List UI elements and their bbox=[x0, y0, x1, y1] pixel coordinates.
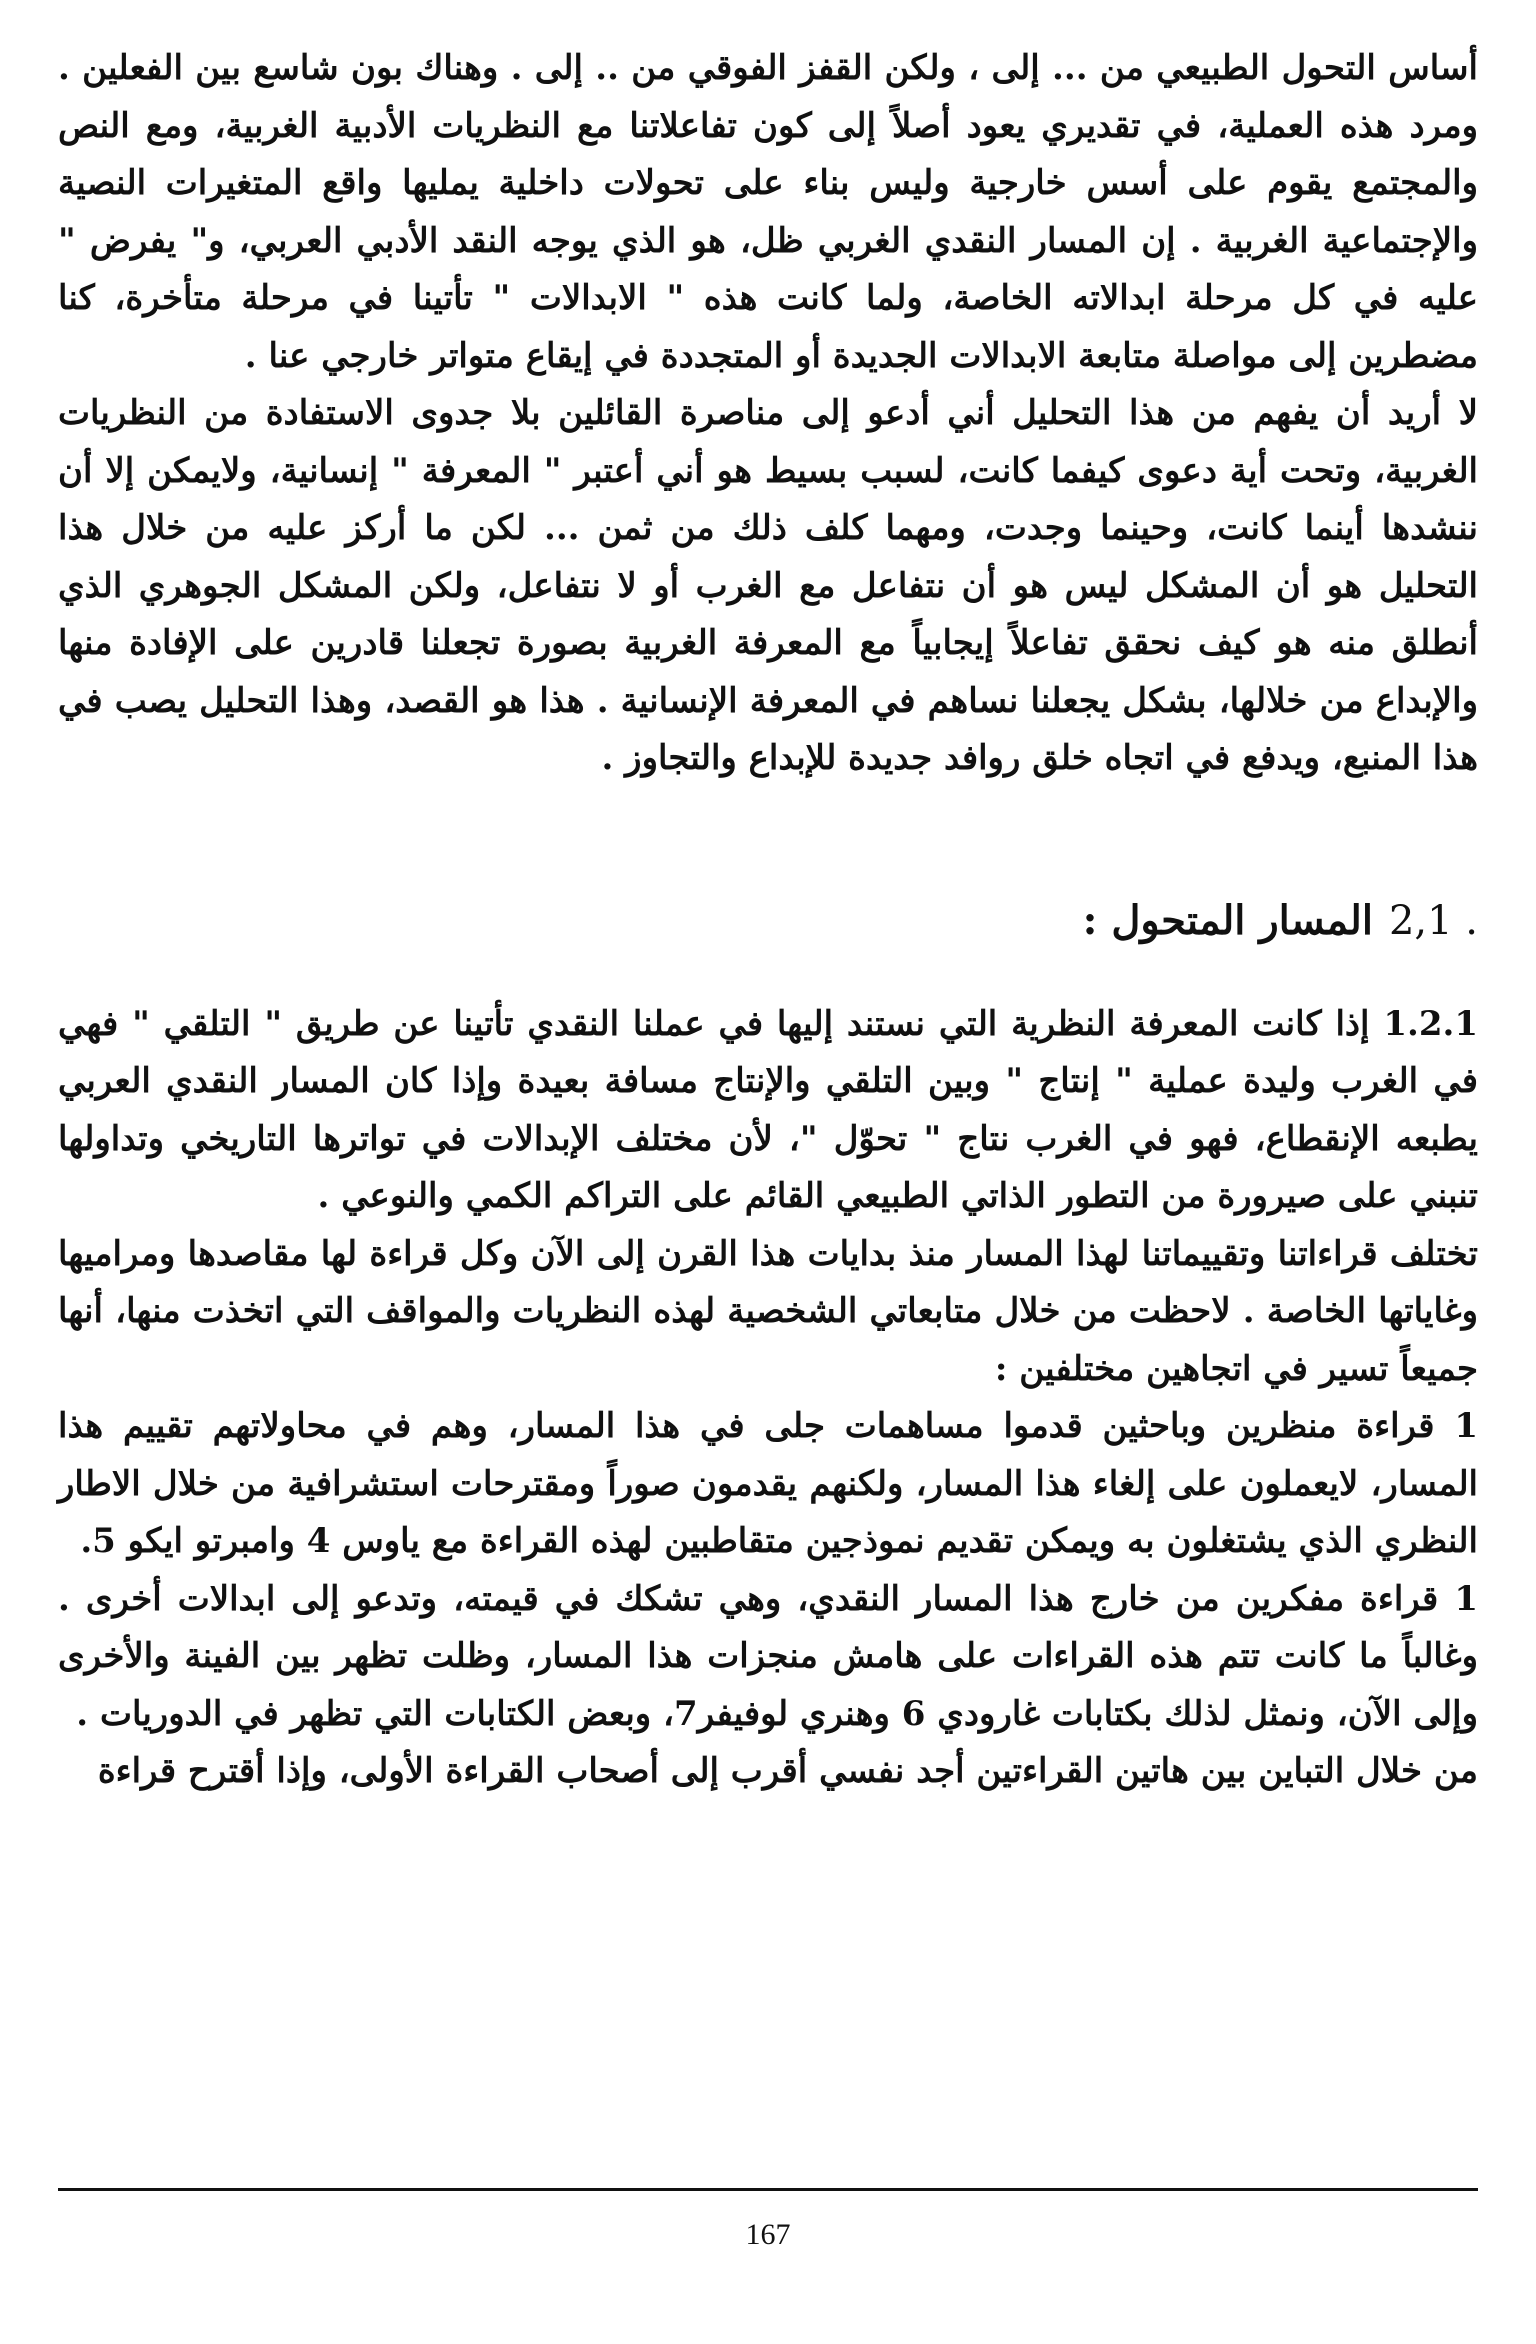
document-page bbox=[58, 40, 1478, 2310]
paragraph-3: 1.2.1 إذا كانت المعرفة النظرية التي نستند إليها في عملنا النقدي تأتينا عن طريق " التلقي " فهي في الغرب وليدة عملية " إنتاج " وبين التلقي والإنتاج مسافة بعيدة وإذا كان المسار النقدي العربي يطبعه الإنقطاع، فهو في الغرب نتاج " تحوّل "، لأن مختلف الإبدالات في تواترها التاريخي وتداولها تنبني على صيرورة من التطور الذاتي الطبيعي القائم على التراكم الكمي والنوعي . bbox=[58, 1003, 1478, 1216]
page-number: 167 bbox=[745, 2218, 791, 2251]
section-heading bbox=[58, 846, 1478, 996]
section-number: 2,1 . bbox=[1388, 897, 1478, 944]
paragraph-1: أساس التحول الطبيعي من ... إلى ، ولكن القفز الفوقي من .. إلى . وهناك بون شاسع بين الفعلين . ومرد هذه العملية، في تقديري يعود أصلاً إلى كون تفاعلاتنا مع النظريات الأدبية الغربية، ومع النص والمجتمع يقوم على أسس خارجية وليس بناء على تحولات داخلية يمليها واقع المتغيرات النصية والإجتماعية الغربية . إن المسار النقدي الغربي ظل، هو الذي يوجه النقد الأدبي العربي، و" يفرض " عليه في كل مرحلة ابدالاته الخاصة، ولما كانت هذه " الابدالات " تأتينا في مرحلة متأخرة، كنا مضطرين إلى مواصلة متابعة الابدالات الجديدة أو المتجددة في إيقاع متواتر خارجي عنا . bbox=[58, 48, 1478, 376]
footer-divider bbox=[58, 2188, 1478, 2191]
paragraph-4: تختلف قراءاتنا وتقييماتنا لهذا المسار منذ بدايات هذا القرن إلى الآن وكل قراءة لها مقاصدها ومراميها وغاياتها الخاصة . لاحظت من خلال متابعاتي الشخصية لهذه النظريات والمواقف التي اتخذت منها، أنها جميعاً تسير في اتجاهين مختلفين : bbox=[58, 1233, 1478, 1389]
paragraph-5: 1 قراءة منظرين وباحثين قدموا مساهمات جلى في هذا المسار، وهم في محاولاتهم تقييم هذا المسار، لايعملون على إلغاء هذا المسار، ولكنهم يقدمون صوراً ومقترحات استشرافية من خلال الاطار النظري الذي يشتغلون به ويمكن تقديم نموذجين متقاطبين لهذه القراءة مع ياوس 4 وامبرتو ايكو 5. bbox=[58, 1406, 1478, 1561]
paragraph-7: من خلال التباين بين هاتين القراءتين أجد نفسي أقرب إلى أصحاب القراءة الأولى، وإذا أقترح قراءة bbox=[97, 1751, 1478, 1791]
paragraph-2: لا أريد أن يفهم من هذا التحليل أني أدعو إلى مناصرة القائلين بلا جدوى الاستفادة من النظريات الغربية، وتحت أية دعوى كيفما كانت، لسبب بسيط هو أني أعتبر " المعرفة " إنسانية، ولايمكن إلا أن ننشدها أينما كانت، وحينما وجدت، ومهما كلف ذلك من ثمن ... لكن ما أركز عليه من خلال هذا التحليل هو أن المشكل ليس هو أن نتفاعل مع الغرب أو لا نتفاعل، ولكن المشكل الجوهري الذي أنطلق منه هو كيف نحقق تفاعلاً إيجابياً مع المعرفة الغربية بصورة تجعلنا قادرين على الإفادة منها والإبداع من خلالها، بشكل يجعلنا نساهم في المعرفة الإنسانية . هذا هو القصد، وهذا التحليل يصب في هذا المنبع، ويدفع في اتجاه خلق روافد جديدة للإبداع والتجاوز . bbox=[58, 393, 1478, 778]
section-title: المسار المتحول : bbox=[1082, 897, 1373, 944]
paragraph-6: 1 قراءة مفكرين من خارج هذا المسار النقدي، وهي تشكك في قيمته، وتدعو إلى ابدالات أخرى . وغالباً ما كانت تتم هذه القراءات على هامش منجزات هذا المسار، وظلت تظهر بين الفينة والأخرى وإلى الآن، ونمثل لذلك بكتابات غارودي 6 وهنري لوفيفر7، وبعض الكتابات التي تظهر في الدوريات . bbox=[58, 1578, 1478, 1734]
